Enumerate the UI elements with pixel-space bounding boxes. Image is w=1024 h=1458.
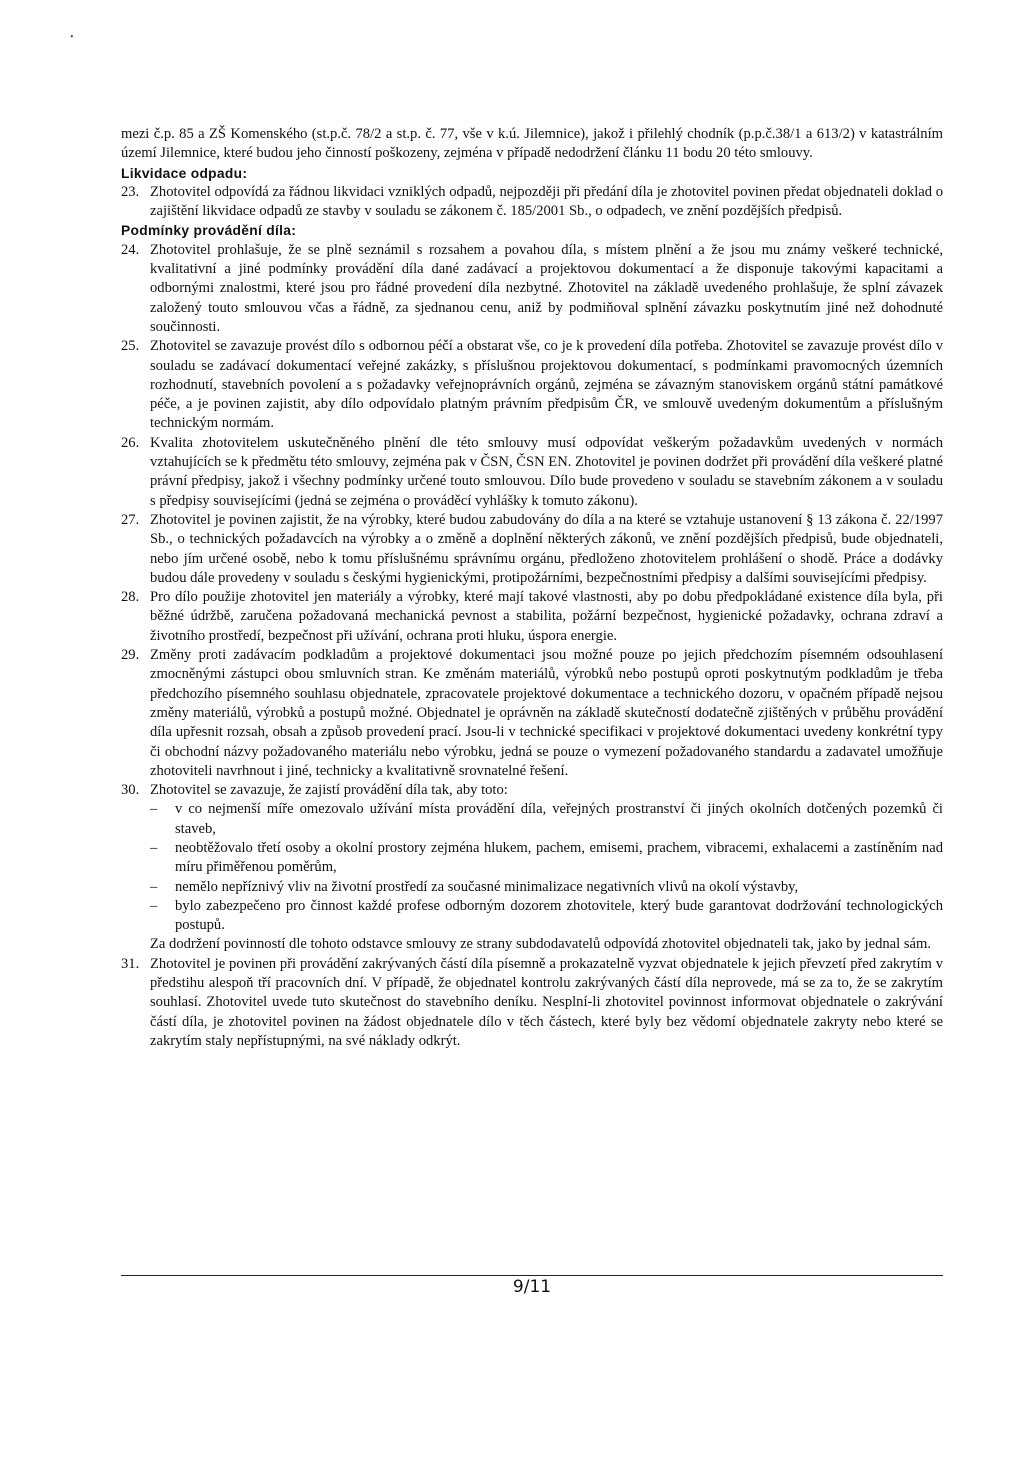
item-number: 28. [121,589,140,606]
dash-marker: – [150,878,158,895]
item-26 [121,434,943,511]
item-27 [121,511,943,588]
item-29 [121,646,943,781]
list-item [150,800,943,839]
item-text: Zhotovitel prohlašuje, že se plně seznámil s rozsahem a povahou díla, s místem plnění a že jsou mu známy veškeré technické, kvalitativní a jiné podmínky provádění díla dané zadávací a projektovou dokumentací a že disponuje takovými kapacitami a odbornými znalostmi, které jsou pro řádné provedení díla nezbytné. Zhotovitel na základě uvedeného prohlašuje, že splní závazek založený touto smlouvou včas a řádně, za sjednanou cenu, aniž by podmiňoval splnění závazku poskytnutím jiné než dohodnuté součinnosti. [150,241,943,335]
dash-marker: – [150,801,158,818]
item-number: 30. [121,782,140,799]
dash-marker: – [150,897,158,914]
page-content [121,125,943,1051]
item-23 [121,183,943,222]
item-text: Pro dílo použije zhotovitel jen materiály a výrobky, které mají takové vlastnosti, aby po dobu předpokládané existence díla byla, při běžné údržbě, zaručena požadovaná mechanická pevnost a stabilita, požární bezpečnost, hygienické požadavky, ochrana zdraví a životního prostředí, bezpečnost při užívání, ochrana proti hluku, úspora energie. [150,589,943,644]
item-24 [121,241,943,337]
item-31 [121,955,943,1051]
list-item-text: nemělo nepříznivý vliv na životní prostředí za současné minimalizace negativních vlivů na okolí výstavby, [175,878,799,895]
list-item [150,878,943,897]
item-25 [121,337,943,433]
item-number: 23. [121,183,140,200]
list-item-text: neobtěžovalo třetí osoby a okolní prostory zejména hlukem, pachem, emisemi, prachem, vibracemi, exhalacemi a zastíněním nad míru přiměřenou poměrům, [175,839,943,876]
list-item-text: v co nejmenší míře omezovalo užívání místa provádění díla, veřejných prostranství či jiných okolních dotčených pozemků či staveb, [175,801,943,837]
item-number: 29. [121,647,140,664]
item-30-closing: Za dodržení povinností dle tohoto odstavce smlouvy ze strany subdodavatelů odpovídá zhotovitel objednateli tak, jako by jednal sám. [150,936,931,953]
item-text: Kvalita zhotovitelem uskutečněného plnění dle této smlouvy musí odpovídat veškerým požadavkům uvedených v normách vztahujících se k předmětu této smlouvy, zejména pak v ČSN, ČSN EN. Zhotovitel je povinen dodržet při provádění díla veškeré platné právní předpisy, jakož i všechny podmínky určené touto smlouvou. Dílo bude provedeno v souladu se stavebním zákonem a v souladu s předpisy souvisejícími (jedná se zejména o prováděcí vyhlášky k tomuto zákonu). [150,434,943,509]
item-number: 31. [121,955,140,972]
bullet-list [150,800,943,935]
item-number: 24. [121,241,140,258]
item-text: Zhotovitel se zavazuje provést dílo s odbornou péčí a obstarat vše, co je k provedení díla potřeba. Zhotovitel se zavazuje provést dílo v souladu se zadávací dokumentací veřejné zakázky, s příslušnou projektovou dokumentací, s podmínkami pravomocných územních rozhodnutí, stavebních povolení a s požadavky veřejnoprávních orgánů, zejména se závazným stanoviskem orgánů státní památkové péče, a je povinen zajistit, aby dílo odpovídalo platným právním předpisům ČR, ve smlouvě uvedeným dokumentům a příslušným technickým normám. [150,338,943,432]
page-number: 9/11 [512,1277,552,1297]
heading-waste: Likvidace odpadu: [121,165,248,181]
item-text: Zhotovitel je povinen zajistit, že na výrobky, které budou zabudovány do díla a na které se vztahuje ustanovení § 13 zákona č. 22/1997 Sb., o technických požadavcích na výrobky a o změně a doplnění některých zákonů, ve znění pozdějších předpisů, bude objednateli, nebo jím určené osobě, nebo k tomu příslušnému správnímu orgánu, předloženo zhotovitelem prohlášení o shodě. Práce a dodávky budou dále provedeny v souladu s českými hygienickými, protipožárními, bezpečnostními předpisy a dalšími souvisejícími předpisy. [150,511,943,586]
item-text: Změny proti zadávacím podkladům a projektové dokumentaci jsou možné pouze po jejich předchozím písemném odsouhlasení zmocněnými zástupci obou smluvních stran. Ke změnám materiálů, výrobků nebo postupů oproti poskytnutým podkladům je třeba předchozího písemného souhlasu objednatele, zpracovatele projektové dokumentace a technického dozoru, v opačném případě nejsou změny materiálů, výrobků a postupů možné. Objednatel je oprávněn na základě skutečností dodatečně zjištěných v průběhu provádění díla upřesnit rozsah, obsah a způsob provedení prací. Jsou-li v technické specifikaci v projektové dokumentaci uvedeny konkrétní typy či obchodní názvy požadovaného materiálu nebo výrobku, jedná se pouze o vymezení požadovaného standardu a zadavatel umožňuje zhotoviteli navrhnout i jiné, technicky a kvalitativně srovnatelné řešení. [150,647,943,779]
item-28 [121,588,943,646]
item-number: 26. [121,434,140,451]
dash-marker: – [150,839,158,856]
item-text: Zhotovitel se zavazuje, že zajistí provádění díla tak, aby toto: [150,782,508,799]
item-number: 27. [121,511,140,528]
intro-paragraph: mezi č.p. 85 a ZŠ Komenského (st.p.č. 78/2 a st.p. č. 77, vše v k.ú. Jilemnice), jakož i přilehlý chodník (p.p.č.38/1 a 613/2) v katastrálním území Jilemnice, které budou jeho činností poškozeny, zejména v případě nedodržení článku 11 bodu 20 této smlouvy. [121,126,943,162]
item-text: Zhotovitel odpovídá za řádnou likvidaci vzniklých odpadů, nejpozději při předání díla je zhotovitel povinen předat objednateli doklad o zajištění likvidace odpadů ze stavby v souladu se zákonem č. 185/2001 Sb., o odpadech, ve znění pozdějších předpisů. [150,183,943,220]
scan-dot: • [70,32,74,43]
list-item-text: bylo zabezpečeno pro činnost každé profese odborným dozorem zhotovitele, který bude garantovat dodržování technologických postupů. [175,897,943,934]
item-number: 25. [121,338,140,355]
footer-divider [121,1275,943,1276]
heading-conditions: Podmínky provádění díla: [121,223,297,239]
list-item [150,897,943,936]
list-item [150,839,943,878]
item-text: Zhotovitel je povinen při provádění zakrývaných částí díla písemně a prokazatelně vyzvat objednatele k jejich převzetí před zakrytím v předstihu alespoň tří pracovních dní. V případě, že objednatel kontrolu zakrývaných částí díla neprovede, má se za to, že se zakrytím souhlasí. Zhotovitel uvede tuto skutečnost do stavebního deníku. Nesplní-li zhotovitel povinnost informovat objednatele o zakrývání částí díla, je zhotovitel povinen na žádost objednatele dílo v těch částech, které byly bez vědomí objednatele zakryty nebo které se zakrytím staly nepřístupnými, na své náklady odkrýt. [150,955,943,1049]
item-30 [121,781,943,955]
